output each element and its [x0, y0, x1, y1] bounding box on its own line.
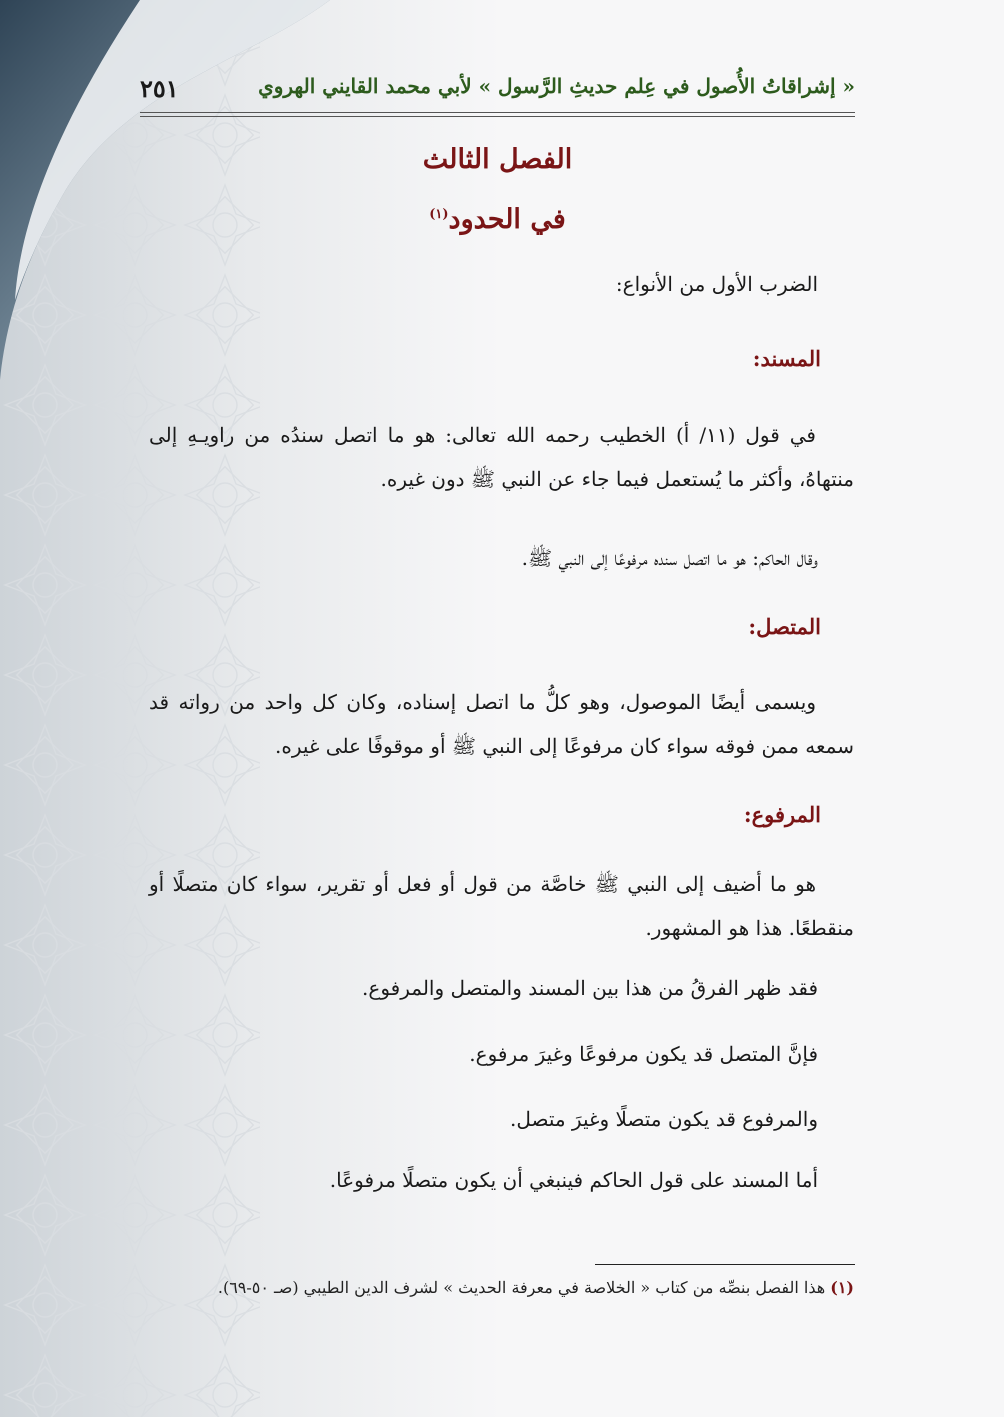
page-number: ٢٥١ — [140, 74, 179, 103]
footnote — [149, 1278, 854, 1297]
footnote-reference[interactable]: (١) — [429, 207, 449, 222]
conclusion-line-1: فقد ظهر الفرقُ من هذا بين المسند والمتصل والمرفوع. — [362, 976, 818, 1000]
paragraph-hakim: وقال الحاكم: هو ما اتصل سنده مرفوعًا إلى النبي ﷺ. — [521, 546, 818, 570]
chapter-subtitle-text: في الحدود — [448, 204, 566, 235]
conclusion-line-3: والمرفوع قد يكون متصلًا وغيرَ متصل. — [509, 1107, 818, 1131]
chapter-title: الفصل الثالث — [422, 144, 573, 175]
paragraph-musnad: في قول (١١/ أ) الخطيب رحمه الله تعالى: هو ما اتصل سندُه من راويـهِ إلى منتهاهُ، وأكثر ما يُستعمل فيما جاء عن النبي ﷺ دون غيره. — [149, 423, 854, 491]
chapter-subtitle — [140, 204, 855, 235]
conclusion-line-2: فإنَّ المتصل قد يكون مرفوعًا وغيرَ مرفوع. — [469, 1042, 818, 1066]
intro-line: الضرب الأول من الأنواع: — [615, 272, 818, 296]
paragraph-marfu: هو ما أضيف إلى النبي ﷺ خاصَّة من قول أو فعل أو تقرير، سواء كان متصلًا أو منقطعًا. هذا هو المشهور. — [149, 872, 854, 940]
footnote-rule — [595, 1264, 855, 1265]
page-header — [140, 70, 855, 110]
header-rule — [140, 112, 855, 113]
heading-musnad: المسند: — [752, 346, 821, 371]
running-title: « إشراقاتُ الأُصول في عِلم حديثِ الرَّسول » لأبي محمد القايني الهروي — [258, 74, 855, 98]
paragraph-muttasil: ويسمى أيضًا الموصول، وهو كلُّ ما اتصل إسناده، وكان كل واحد من رواته قد سمعه ممن فوقه سواء كان مرفوعًا إلى النبي ﷺ أو موقوفًا على غيره. — [149, 690, 854, 758]
heading-muttasil: المتصل: — [748, 614, 821, 639]
header-rule-secondary — [140, 116, 855, 117]
heading-marfu: المرفوع: — [743, 802, 821, 827]
footnote-number: (١) — [830, 1278, 854, 1297]
footnote-text: هذا الفصل بنصِّه من كتاب « الخلاصة في معرفة الحديث » لشرف الدين الطيبي (صـ ٥٠-٦٩). — [217, 1278, 826, 1297]
conclusion-line-4: أما المسند على قول الحاكم فينبغي أن يكون متصلًا مرفوعًا. — [329, 1168, 818, 1192]
